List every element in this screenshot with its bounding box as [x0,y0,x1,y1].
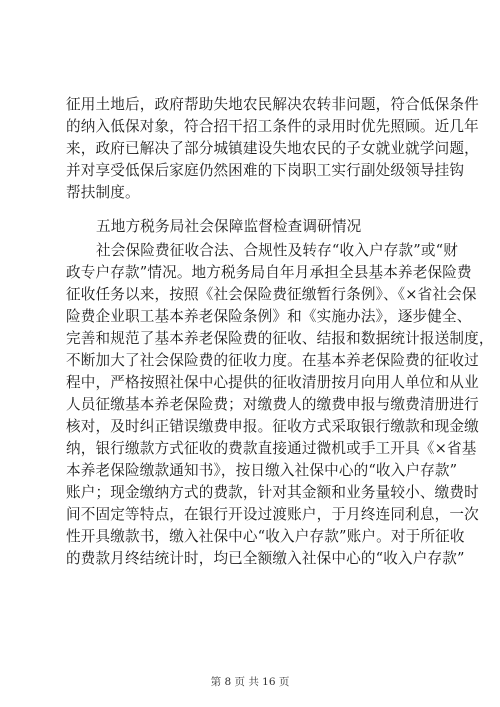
paragraph-land-requisition [66,94,479,204]
paragraph-line: 完善和规范了基本养老保险费的征收、结报和数据统计报送制度， [66,330,494,347]
paragraph-line: 来，政府已解决了部分城镇建设失地农民的子女就业就学问题， [66,140,479,157]
section-heading: 五地方税务局社会保障监督检查调研情况 [96,218,362,235]
paragraph-line: 账户；现金缴纳方式的费款，针对其金额和业务量较小、缴费时 [66,484,479,501]
paragraph-line: 间不固定等特点，在银行开设过渡账户，于月终连同利息，一次 [66,506,479,523]
paragraph-line: 征收任务以来，按照《社会保险费征缴暂行条例》、《×省社会保 [66,286,477,303]
paragraph-line: 本养老保险缴款通知书》，按日缴入社保中心的“收入户存款” [66,462,458,479]
paragraph-line: 人员征缴基本养老保险费；对缴费人的缴费申报与缴费清册进行 [66,396,479,413]
paragraph-line: 征用土地后，政府帮助失地农民解决农转非问题，符合低保条件 [66,96,479,113]
paragraph-line: 性开具缴款书，缴入社保中心“收入户存款”账户。对于所征收 [66,528,465,545]
page-number-footer: 第 8 页 共 16 页 [210,676,290,688]
paragraph-line: 纳，银行缴款方式征收的费款直接通过微机或手工开具《×省基 [66,440,477,457]
paragraph-line: 险费企业职工基本养老保险条例》和《实施办法》，逐步健全、 [66,308,472,325]
paragraph-social-insurance [66,240,494,570]
paragraph-line: 的纳入低保对象，符合招干招工条件的录用时优先照顾。近几年 [66,118,479,135]
paragraph-line: 社会保险费征收合法、合规性及转存“收入户存款”或“财 [96,242,458,259]
paragraph-line: 政专户存款”情况。地方税务局自年月承担全县基本养老保险费 [66,264,472,281]
paragraph-line: 不断加大了社会保险费的征收力度。在基本养老保险费的征收过 [66,352,479,369]
paragraph-line: 帮扶制度。 [66,184,140,201]
paragraph-line: 程中，严格按照社保中心提供的征收清册按月向用人单位和从业 [66,374,479,391]
paragraph-line: 核对，及时纠正错误缴费申报。征收方式采取银行缴款和现金缴 [66,418,479,435]
paragraph-line: 的费款月终结统计时，均已全额缴入社保中心的“收入户存款” [66,550,465,567]
paragraph-line: 并对享受低保后家庭仍然困难的下岗职工实行副处级领导挂钩 [66,162,465,179]
